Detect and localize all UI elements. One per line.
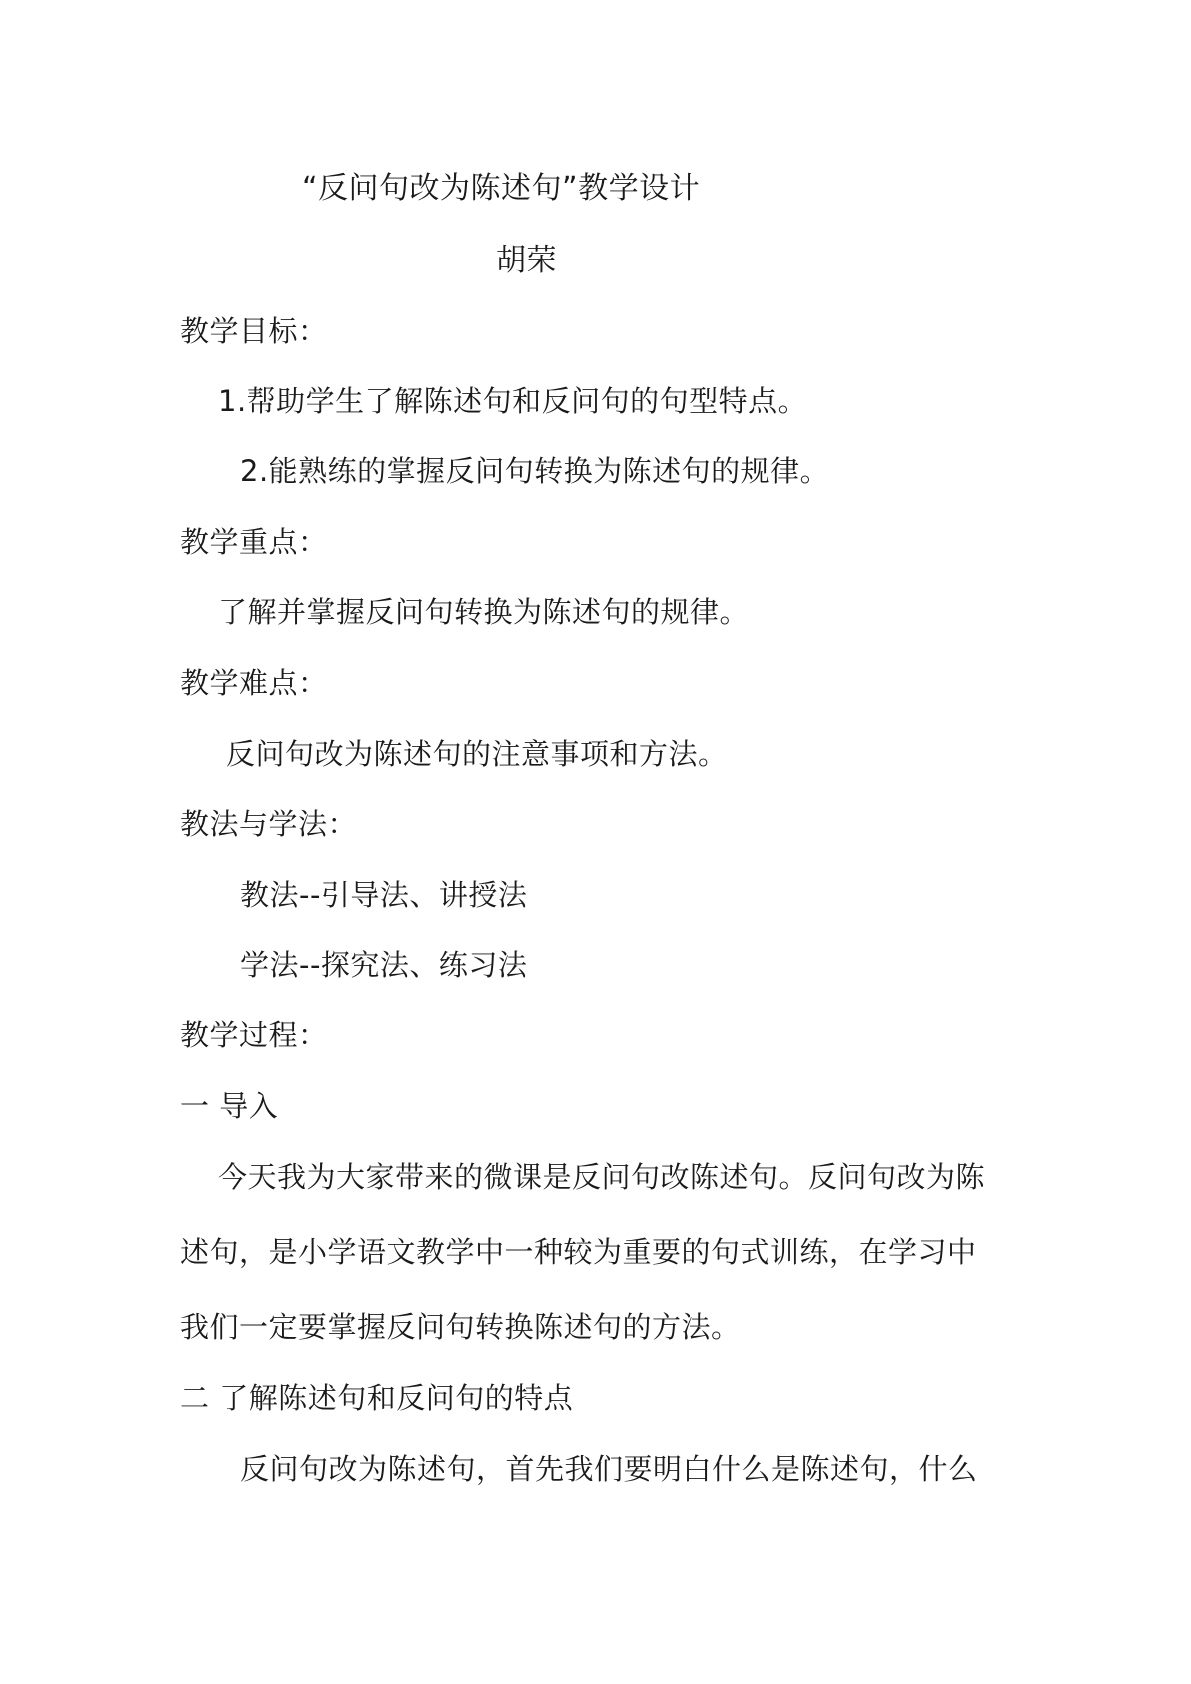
teaching-method: 教法--引导法、讲授法 bbox=[240, 878, 528, 912]
goals-heading: 教学目标： bbox=[180, 314, 328, 348]
process-heading: 教学过程： bbox=[180, 1018, 328, 1052]
goal-item: 1.帮助学生了解陈述句和反问句的句型特点。 bbox=[218, 384, 808, 418]
paragraph-line: 今天我为大家带来的微课是反问句改陈述句。反问句改为陈 bbox=[218, 1160, 986, 1194]
difficulties-heading: 教学难点： bbox=[180, 666, 328, 700]
learning-method: 学法--探究法、练习法 bbox=[240, 948, 528, 982]
key-points-heading: 教学重点： bbox=[180, 525, 328, 559]
paragraph-line: 述句，是小学语文教学中一种较为重要的句式训练，在学习中 bbox=[180, 1235, 977, 1269]
document-title: “反问句改为陈述句”教学设计 bbox=[302, 171, 701, 206]
difficulties-text: 反问句改为陈述句的注意事项和方法。 bbox=[226, 737, 728, 771]
section-heading-intro: 一 导入 bbox=[180, 1089, 279, 1123]
paragraph-line: 我们一定要掌握反问句转换陈述句的方法。 bbox=[180, 1310, 741, 1344]
section-heading-features: 二 了解陈述句和反问句的特点 bbox=[180, 1381, 574, 1415]
document-author: 胡荣 bbox=[496, 243, 557, 278]
goal-item: 2.能熟练的掌握反问句转换为陈述句的规律。 bbox=[240, 454, 830, 488]
methods-heading: 教法与学法： bbox=[180, 807, 358, 841]
key-points-text: 了解并掌握反问句转换为陈述句的规律。 bbox=[218, 595, 750, 629]
paragraph-line: 反问句改为陈述句，首先我们要明白什么是陈述句，什么 bbox=[240, 1452, 978, 1486]
